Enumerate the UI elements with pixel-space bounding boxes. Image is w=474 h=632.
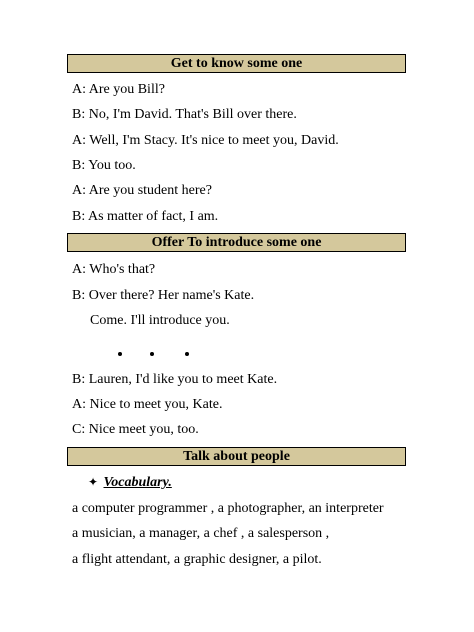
vocabulary-line: a musician, a manager, a chef , a salesperson , — [72, 526, 330, 541]
ellipsis-dot — [185, 352, 189, 356]
dialogue-line: A: Well, I'm Stacy. It's nice to meet you, David. — [72, 133, 339, 148]
dialogue-line: B: You too. — [72, 158, 136, 173]
dialogue-line: C: Nice meet you, too. — [72, 422, 199, 437]
dialogue-line: B: Lauren, I'd like you to meet Kate. — [72, 372, 278, 387]
dialogue-line-continuation: Come. I'll introduce you. — [90, 313, 230, 328]
section-header-get-to-know: Get to know some one — [67, 54, 406, 73]
ellipsis-dot — [150, 352, 154, 356]
vocabulary-line: a computer programmer , a photographer, an interpreter — [72, 501, 384, 516]
section-header-talk-about-people: Talk about people — [67, 447, 406, 466]
star-bullet-icon: ✦ — [88, 475, 99, 489]
dialogue-line: B: Over there? Her name's Kate. — [72, 288, 255, 303]
dialogue-line: B: As matter of fact, I am. — [72, 209, 219, 224]
dialogue-line: A: Are you Bill? — [72, 82, 165, 97]
dialogue-line: B: No, I'm David. That's Bill over there. — [72, 107, 297, 122]
ellipsis-dot — [118, 352, 122, 356]
dialogue-line: A: Nice to meet you, Kate. — [72, 397, 223, 412]
dialogue-line: A: Are you student here? — [72, 183, 212, 198]
dialogue-line: A: Who's that? — [72, 262, 156, 277]
vocabulary-label: Vocabulary. — [103, 475, 172, 490]
vocabulary-line: a flight attendant, a graphic designer, a pilot. — [72, 552, 322, 567]
vocabulary-heading — [88, 474, 172, 491]
section-header-offer-introduce: Offer To introduce some one — [67, 233, 406, 252]
